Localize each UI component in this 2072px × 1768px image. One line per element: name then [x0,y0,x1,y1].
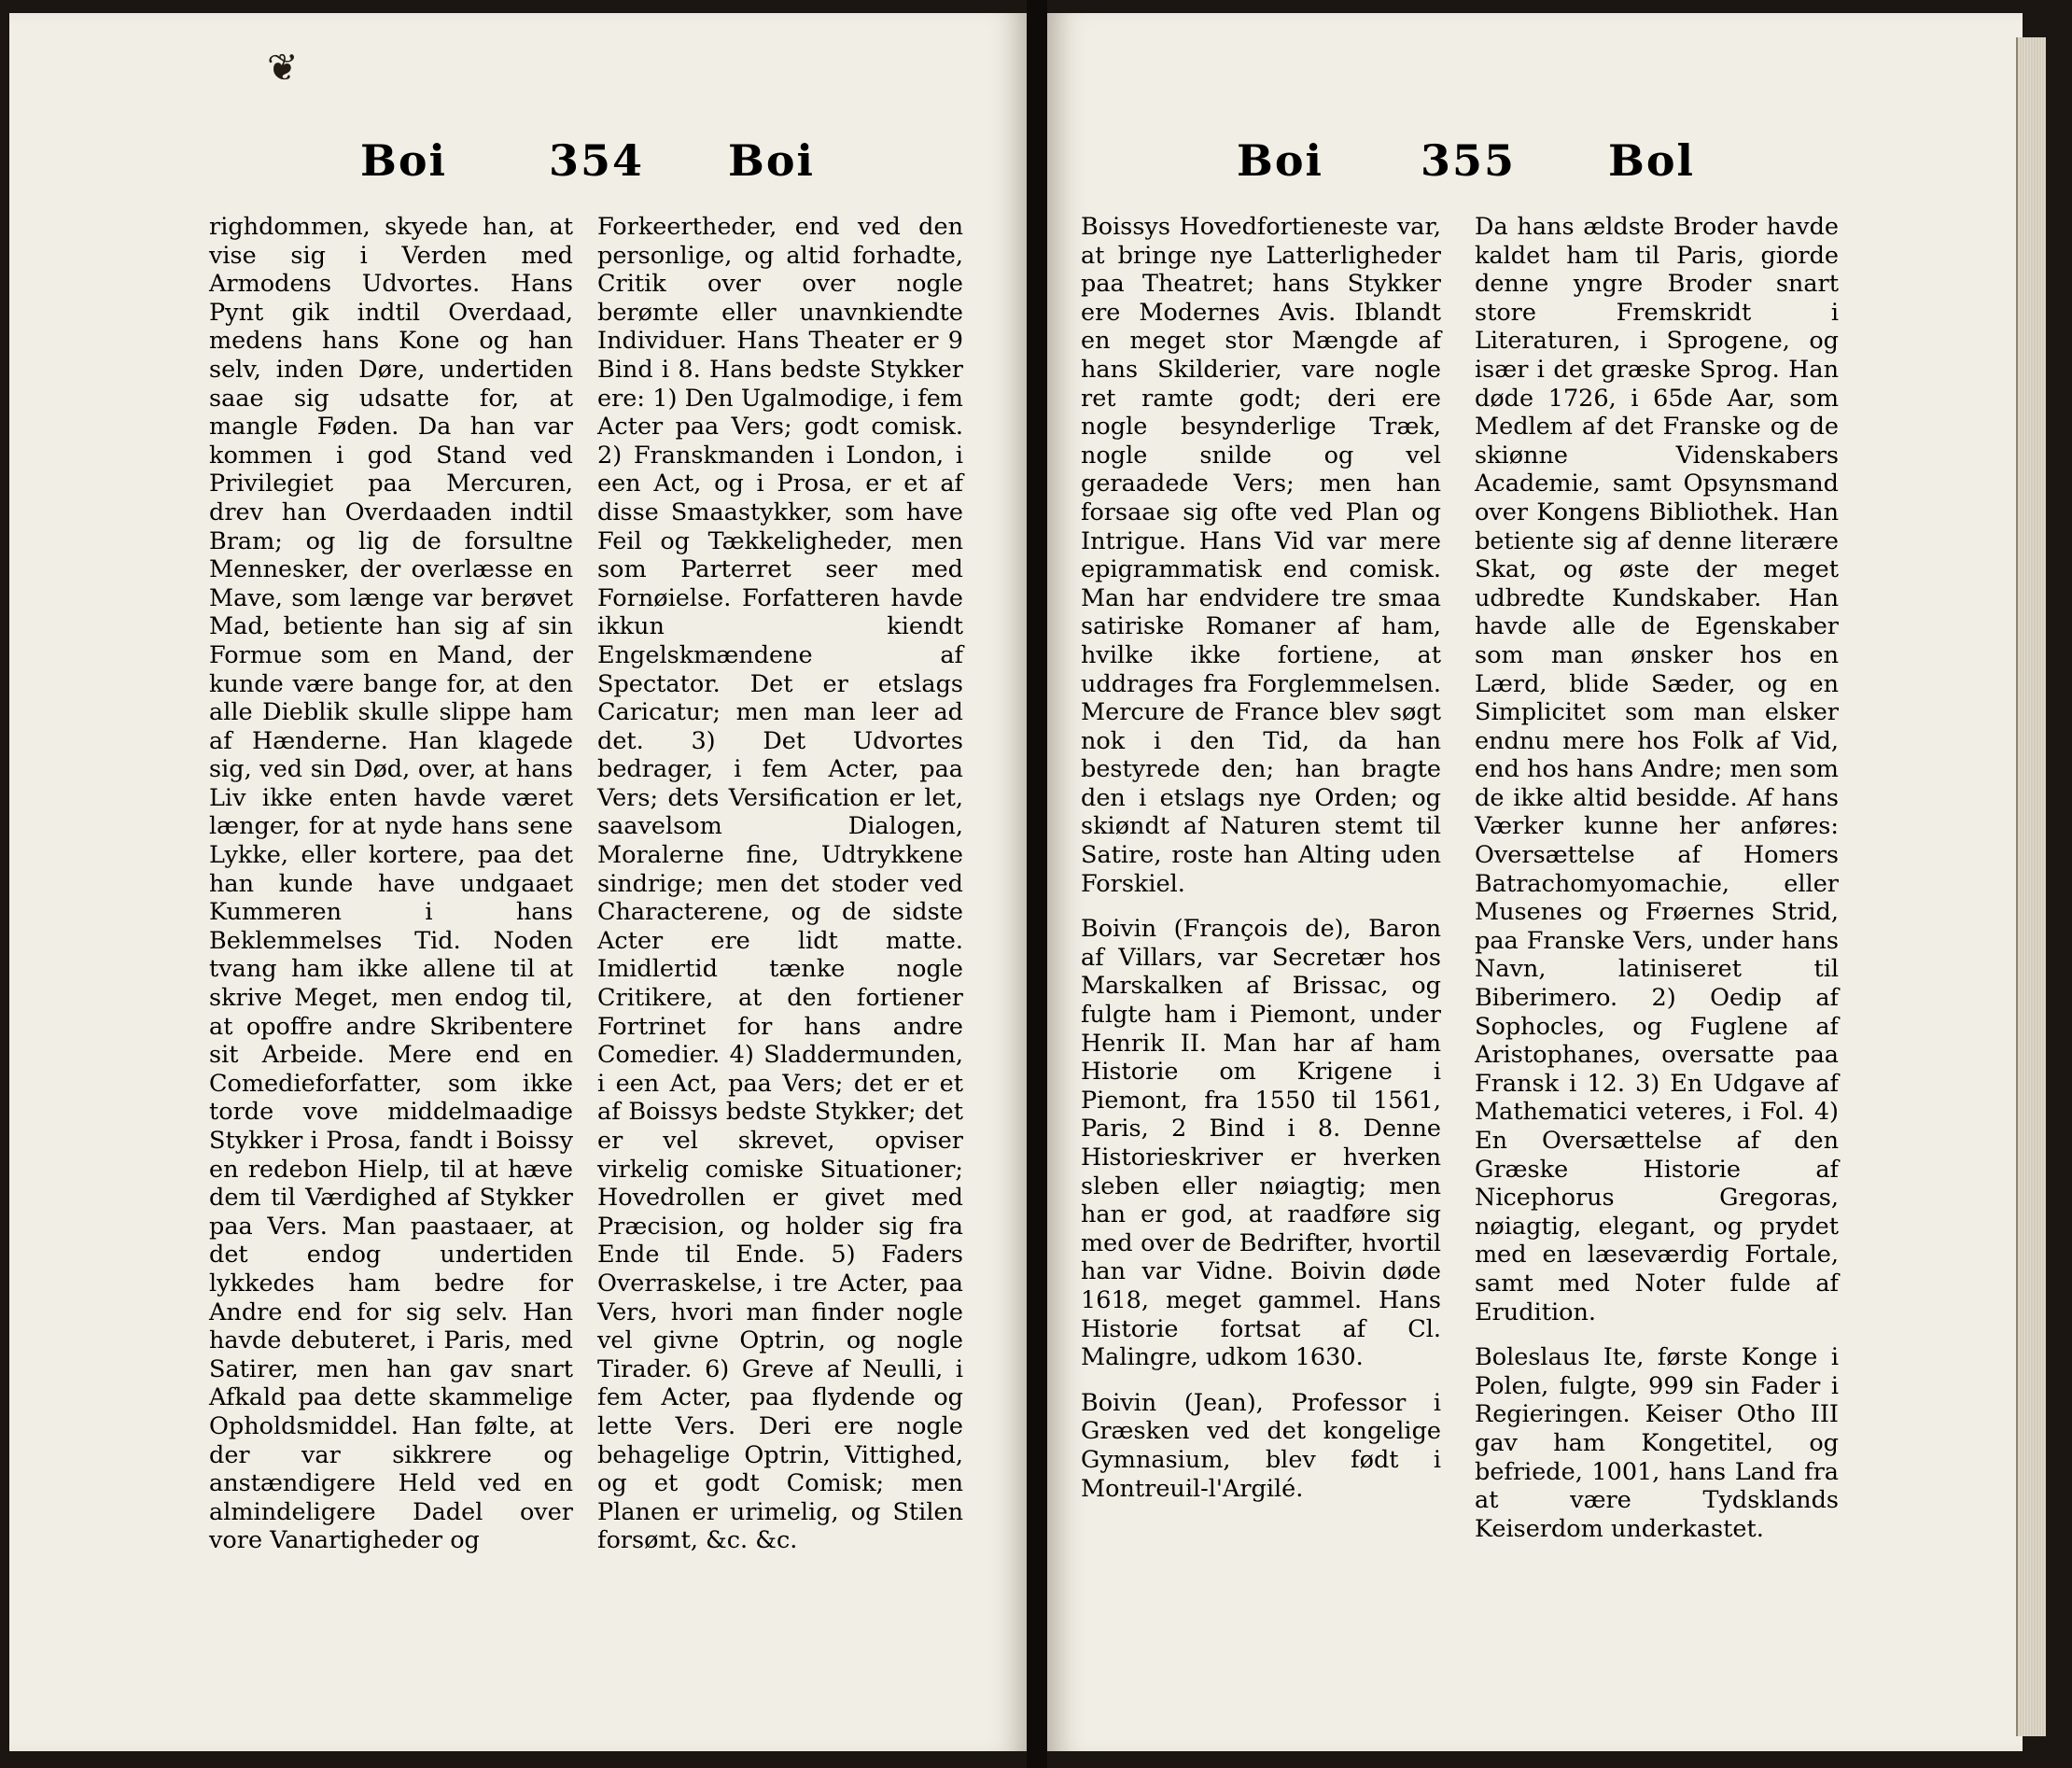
left-header-left: Boi [360,135,448,186]
left-page-number: 354 [549,135,645,186]
right-col1-para-1: Boissys Hovedfortieneste var, at bringe nye Latterligheder paa Theatret; hans Stykker ere Modernes Avis. Iblandt en meget stor Mængde af hans Skilderier, vare nogle ret ramte godt; deri ere nogle besynderlige Træk, nogle snilde og vel geraadede Vers; men han forsaae sig ofte ved Plan og Intrigue. Hans Vid var mere epigrammatisk end comisk. Man har endvidere tre smaa satiriske Romaner af ham, hvilke ikke fortiene, at uddrages fra Forglemmelsen. Mercure de France blev søgt nok i den Tid, da han bestyrede den; han bragte den i etslags nye Orden; og skiøndt af Naturen stemt til Satire, roste han Alting uden Forskiel. [1081,213,1441,898]
left-col1-text: righdommen, skyede han, at vise sig i Verden med Armodens Udvortes. Hans Pynt gik indtil Overdaad, medens hans Kone og han selv, inden Døre, undertiden saae sig udsatte for, at mangle Føden. Da han var kommen i god Stand ved Privilegiet paa Mercuren, drev han Overdaaden indtil Bram; og lig de forsultne Mennesker, der overlæsse en Mave, som længe var berøvet Mad, betiente han sig af sin Formue som en Mand, der kunde være bange for, at den alle Dieblik skulle slippe ham af Hænderne. Han klagede sig, ved sin Død, over, at hans Liv ikke enten havde været længer, for at nyde hans sene Lykke, eller kortere, paa det han kunde have undgaaet Kummeren i hans Beklemmelses Tid. Noden tvang ham ikke allene til at skrive Meget, men endog til, at opoffre andre Skribentere sit Arbeide. Mere end en Comedieforfatter, som ikke torde vove middelmaadige Stykker i Prosa, fandt i Boissy en redebon Hielp, til at hæve dem til Værdighed af Stykker paa Vers. Man paastaaer, at det endog undertiden lykkedes ham bedre for Andre end for sig selv. Han havde debuteret, i Paris, med Satirer, men han gav snart Afkald paa dette skammelige Opholdsmiddel. Han følte, at der var sikkrere og anstændigere Held ved en almindeligere Dadel over vore Vanartigheder og [209,213,573,1555]
right-page-number: 355 [1421,135,1517,186]
right-column-1 [1081,213,1441,1503]
book-gutter [1027,0,1047,1768]
right-header-right: Bol [1608,135,1696,186]
right-col2-para-1: Da hans ældste Broder havde kaldet ham til Paris, giorde denne yngre Broder snart store Fremskridt i Literaturen, i Sprogene, og især i det græske Sprog. Han døde 1726, i 65de Aar, som Medlem af det Franske og de skiønne Videnskabers Academie, samt Opsynsmand over Kongens Bibliothek. Han betiente sig af denne literære Skat, og øste der meget udbredte Kundskaber. Han havde alle de Egenskaber som man ønsker hos en Lærd, blide Sæder, og en Simplicitet som man elsker endnu mere hos Folk af Vid, end hos hans Andre; men som de ikke altid besidde. Af hans Værker kunne her anføres: Oversættelse af Homers Batrachomyomachie, eller Musenes og Frøernes Strid, paa Franske Vers, under hans Navn, latiniseret til Biberimero. 2) Oedip af Sophocles, og Fuglene af Aristophanes, oversatte paa Fransk i 12. 3) En Udgave af Mathematici veteres, i Fol. 4) En Oversættelse af den Græske Historie af Nicephorus Gregoras, nøiagtig, elegant, og prydet med en læseværdig Fortale, samt med Noter fulde af Erudition. [1475,213,1839,1326]
printer-ornament: ❦ [267,47,299,90]
left-header-right: Boi [728,135,816,186]
entry-boivin-francois: Boivin (François de), Baron af Villars, var Secretær hos Marskalken af Brissac, og fulgte ham i Piemont, under Henrik II. Man har af ham Historie om Krigene i Piemont, fra 1550 til 1561, Paris, 2 Bind i 8. Denne Historieskriver er hverken sleben eller nøiagtig; men han er god, at raadføre sig med over de Bedrifter, hvortil han var Vidne. Boivin døde 1618, meget gammel. Hans Historie fortsat af Cl. Malingre, udkom 1630. [1081,915,1441,1372]
entry-boivin-jean: Boivin (Jean), Professor i Græsken ved det kongelige Gymnasium, blev født i Montreuil-l'Argilé. [1081,1388,1441,1503]
right-column-2 [1475,213,1839,1543]
entry-boleslaus: Boleslaus Ite, første Konge i Polen, fulgte, 999 sin Fader i Regieringen. Keiser Otho III gav ham Kongetitel, og befriede, 1001, hans Land fra at være Tydsklands Keiserdom underkastet. [1475,1343,1839,1543]
right-header-left: Boi [1237,135,1324,186]
page-edges [2016,37,2046,1736]
left-column-1 [209,213,573,1555]
left-col2-text: Forkeertheder, end ved den personlige, og altid forhadte, Critik over over nogle berømte eller unavnkiendte Individuer. Hans Theater er 9 Bind i 8. Hans bedste Stykker ere: 1) Den Ugalmodige, i fem Acter paa Vers; godt comisk. 2) Franskmanden i London, i een Act, og i Prosa, er et af disse Smaastykker, som have Feil og Tækkeligheder, men som Parterret seer med Fornøielse. Forfatteren havde ikkun kiendt Engelskmændene af Spectator. Det er etslags Caricatur; men man leer ad det. 3) Det Udvortes bedrager, i fem Acter, paa Vers; dets Versification er let, saavelsom Dialogen, Moralerne fine, Udtrykkene sindrige; men det stoder ved Characterene, og de sidste Acter ere lidt matte. Imidlertid tænke nogle Critikere, at den fortiener Fortrinet for hans andre Comedier. 4) Sladdermunden, i een Act, paa Vers; det er et af Boissys bedste Stykker; det er vel skrevet, opviser virkelig comiske Situationer; Hovedrollen er givet med Præcision, og holder sig fra Ende til Ende. 5) Faders Overraskelse, i tre Acter, paa Vers, hvori man finder nogle vel givne Optrin, og nogle Tirader. 6) Greve af Neulli, i fem Acter, paa flydende og lette Vers. Deri ere nogle behagelige Optrin, Vittighed, og et godt Comisk; men Planen er urimelig, og Stilen forsømt, &c. &c. [597,213,963,1555]
left-column-2 [597,213,963,1555]
